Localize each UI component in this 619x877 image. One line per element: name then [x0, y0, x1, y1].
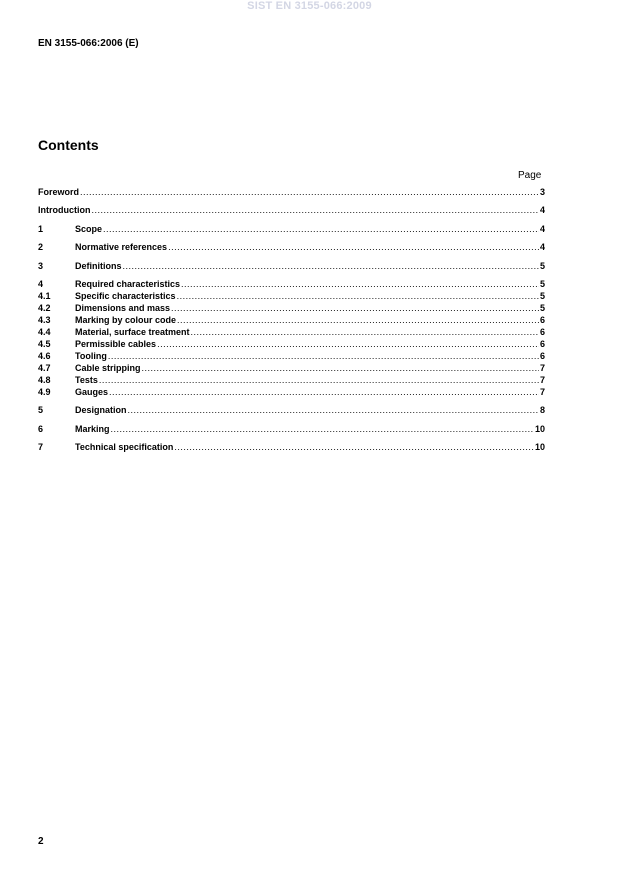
toc-entry-title: Cable stripping [75, 363, 141, 373]
toc-entry-page: 3 [539, 187, 545, 197]
toc-entry-7[interactable] [38, 442, 545, 453]
toc-entry-title: Introduction [38, 205, 91, 215]
toc-entry-2[interactable] [38, 242, 545, 253]
toc-entry-title: Specific characteristics [75, 291, 176, 301]
toc-entry-title: Required characteristics [75, 279, 181, 289]
toc-leader [91, 205, 539, 216]
toc-entry-title: Material, surface treatment [75, 327, 190, 337]
toc-entry-page: 4 [539, 224, 545, 234]
toc-leader [167, 242, 539, 253]
toc-entry-number: 4.7 [38, 363, 51, 373]
toc-entry-title: Permissible cables [75, 339, 157, 349]
toc-entry-title: Foreword [38, 187, 80, 197]
contents-heading: Contents [38, 137, 99, 153]
toc-entry-title: Scope [75, 224, 103, 234]
toc-entry-4-3[interactable] [38, 315, 545, 326]
toc-entry-page: 7 [539, 375, 545, 385]
toc-entry-page: 6 [539, 351, 545, 361]
toc-leader [110, 424, 534, 435]
toc-leader [190, 327, 539, 338]
toc-entry-number: 1 [38, 224, 44, 234]
toc-entry-4-9[interactable] [38, 387, 545, 398]
toc-entry-number: 6 [38, 424, 44, 434]
toc-entry-page: 10 [534, 424, 545, 434]
toc-entry-4-8[interactable] [38, 375, 545, 386]
toc-entry-title: Dimensions and mass [75, 303, 171, 313]
toc-entry-1[interactable] [38, 224, 545, 235]
toc-leader [102, 224, 539, 235]
toc-entry-number: 4.4 [38, 327, 51, 337]
toc-entry-number: 4.1 [38, 291, 51, 301]
page-number: 2 [38, 836, 44, 847]
toc-entry-5[interactable] [38, 405, 545, 416]
toc-entry-page: 6 [539, 339, 545, 349]
page-column-label: Page [518, 170, 542, 181]
watermark: SIST EN 3155-066:2009 [247, 0, 372, 12]
document-reference: EN 3155-066:2006 (E) [38, 38, 139, 49]
toc-entry-number: 3 [38, 261, 44, 271]
toc-entry-title: Technical specification [75, 442, 174, 452]
toc-entry-4-6[interactable] [38, 351, 545, 362]
toc-leader [173, 442, 534, 453]
toc-entry-foreword[interactable] [38, 187, 545, 198]
toc-entry-page: 6 [539, 315, 545, 325]
toc-entry-page: 5 [539, 261, 545, 271]
toc-leader [127, 405, 539, 416]
toc-leader [170, 303, 539, 314]
toc-leader [156, 339, 539, 350]
toc-entry-title: Gauges [75, 387, 109, 397]
toc-entry-number: 4.6 [38, 351, 51, 361]
toc-entry-6[interactable] [38, 424, 545, 435]
toc-entry-4-2[interactable] [38, 303, 545, 314]
toc-leader [98, 375, 539, 386]
toc-entry-page: 10 [534, 442, 545, 452]
toc-leader [141, 363, 539, 374]
toc-leader [180, 279, 539, 290]
toc-entry-3[interactable] [38, 261, 545, 272]
toc-entry-page: 5 [539, 303, 545, 313]
toc-entry-4-1[interactable] [38, 291, 545, 302]
toc-leader [176, 315, 539, 326]
toc-entry-number: 4.2 [38, 303, 51, 313]
toc-entry-4[interactable] [38, 279, 545, 290]
toc-entry-page: 4 [539, 205, 545, 215]
toc-entry-title: Marking by colour code [75, 315, 177, 325]
toc-entry-page: 6 [539, 327, 545, 337]
toc-entry-introduction[interactable] [38, 205, 545, 216]
toc-entry-page: 7 [539, 387, 545, 397]
toc-entry-title: Tests [75, 375, 98, 385]
toc-entry-title: Tooling [75, 351, 107, 361]
toc-entry-4-7[interactable] [38, 363, 545, 374]
toc-entry-page: 5 [539, 279, 545, 289]
toc-entry-title: Definitions [75, 261, 122, 271]
toc-entry-number: 7 [38, 442, 44, 452]
toc-entry-page: 7 [539, 363, 545, 373]
toc-leader [79, 187, 539, 198]
toc-entry-4-4[interactable] [38, 327, 545, 338]
toc-entry-page: 8 [539, 405, 545, 415]
toc-entry-number: 4.8 [38, 375, 51, 385]
toc-entry-page: 5 [539, 291, 545, 301]
toc-entry-title: Designation [75, 405, 127, 415]
toc-entry-number: 4 [38, 279, 44, 289]
toc-leader [176, 291, 539, 302]
toc-entry-title: Normative references [75, 242, 168, 252]
toc-entry-number: 2 [38, 242, 44, 252]
toc-entry-number: 4.3 [38, 315, 51, 325]
toc-entry-number: 4.9 [38, 387, 51, 397]
toc-leader [108, 387, 539, 398]
toc-leader [122, 261, 539, 272]
toc-entry-4-5[interactable] [38, 339, 545, 350]
toc-entry-number: 4.5 [38, 339, 51, 349]
toc-entry-number: 5 [38, 405, 44, 415]
toc-entry-page: 4 [539, 242, 545, 252]
toc-entry-title: Marking [75, 424, 110, 434]
toc-leader [107, 351, 539, 362]
